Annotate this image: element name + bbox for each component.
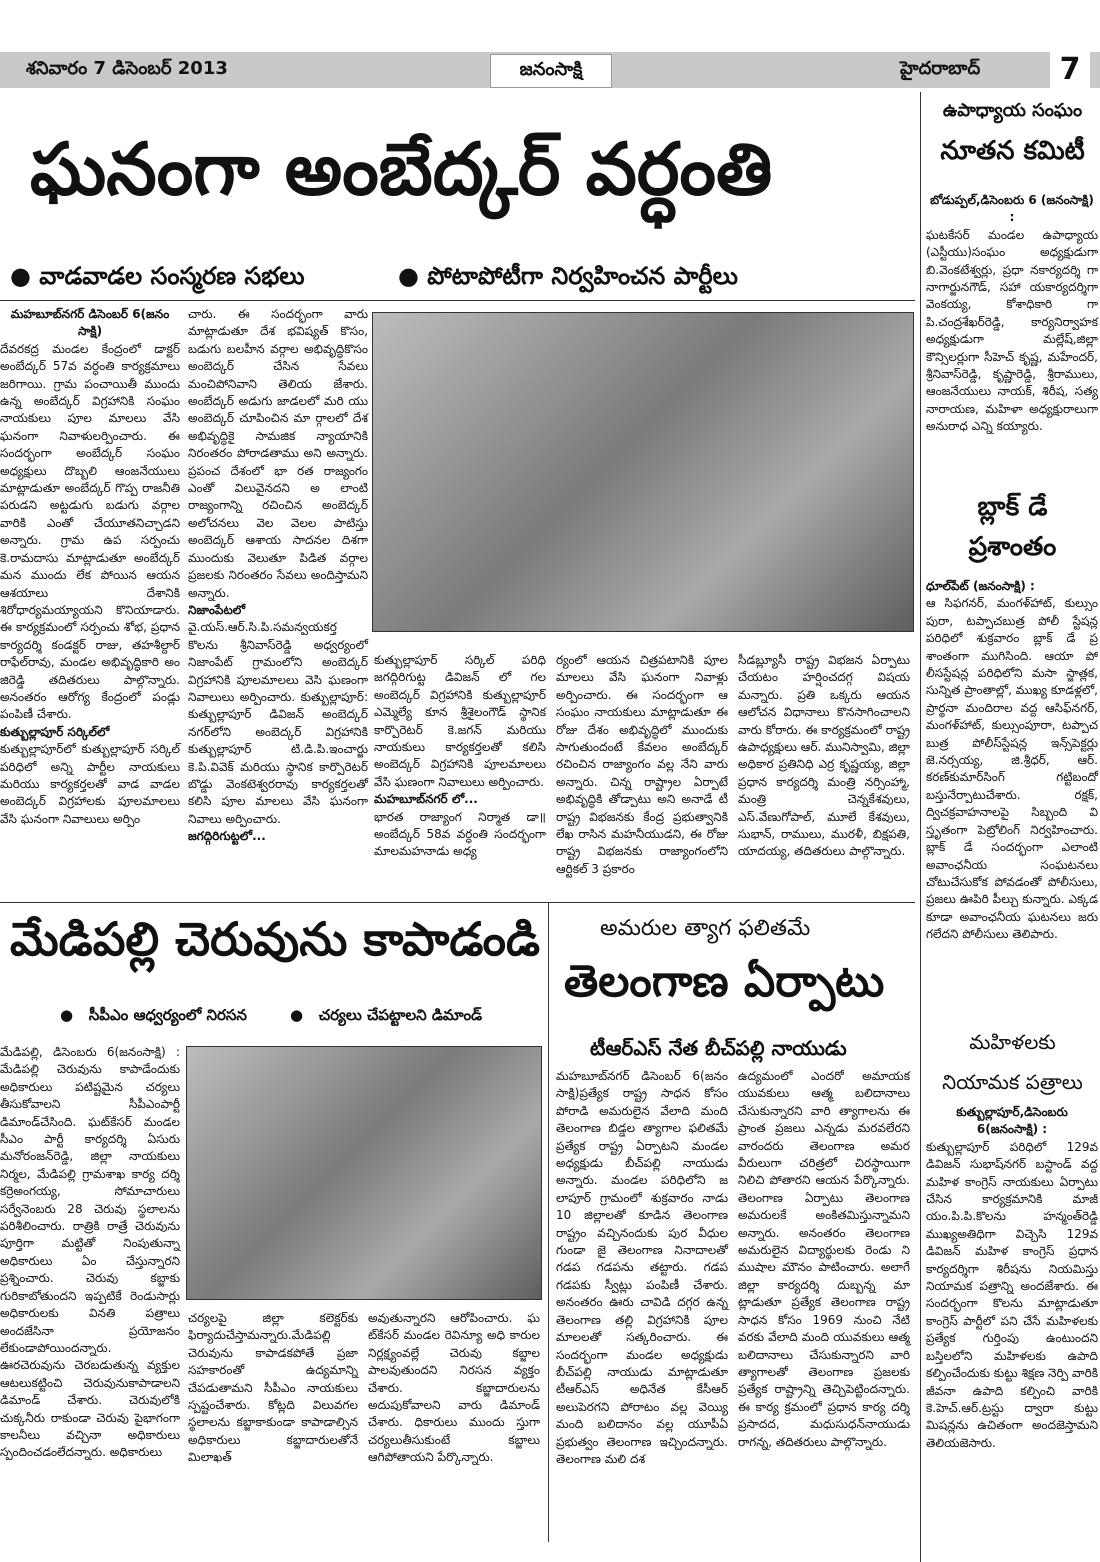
story2-column-1 [0,1044,180,1514]
dateline: మహబూబ్‌నగర్ డిసెంబర్ 6(జనం సాక్షి) [10,307,170,339]
side1-title-2: నూతన కమిటీ [940,136,1085,166]
subhead: నిజాంపేటలో [188,602,246,617]
paragraph: ఘటకేసర్ మండల ఉపాధ్యాయ (ఎస్టీయు)సంఘం అధ్యక్షుడుగా బి.వెంకటేశ్వర్లు, ప్రధా నకార్యదర్శి గా నాగార్జునగౌడ్, సహా యకార్యదర్శిగా వెంకయ్య, కోశాధికారి గా పి.చంద్రశేఖర్‌రెడ్డి, కార్యనిర్వాహక అధ్యక్షుడుగా మల్లేష్,జిల్లా కౌన్సిలర్లుగా సీహెచ్ కృష్ణ, మహేందర్, శ్రీనివాస్‌రెడ్డి, కృష్ణారెడ్డి, శ్రీరాములు, ఆంజనేయులు నాయక్, శిరీష, సత్య నారాయణ, మహిళా అధ్యక్షురాలుగా అనురాధ ఎన్ని కయ్యారు. [926,227,1098,434]
story3-column-2 [738,1068,910,1548]
story-divider [548,902,549,1542]
story3-column-1 [556,1068,728,1548]
sidebar-divider [920,92,921,1562]
paragraph: అవుతున్నారని ఆరోపించారు. ఘ ట్‌కేసర్ మండల రెవిన్యూ అధి కారుల నిర్లక్ష్యంవల్లే చెరువు కబ్జాల పాలవుతుందని నిరసన వ్యక్తం చేశారు. కబ్జాదారులను అదుపుకోవాలని వారు డిమాండ్ చేశారు. ధికారులు ముందు స్తుగా చర్యలుతీసుకుంటే కబ్జాలు ఆగిపోతాయని పేర్కొన్నారు. [368,1311,540,1465]
side3-title-2: నియామక పత్రాలు [942,1070,1083,1094]
masthead-logo [490,54,612,88]
paragraph: మహబూబ్‌నగర్ డిసెంబర్ 6(జనం సాక్షి)ప్రత్యేక రాష్ట్ర సాధన కోసం పోరాడి అమరులైన వేలాది మంది తెలంగాణ బిడ్డల త్యాగాల ఫలితమే ప్రత్యేక రాష్ట్ర ఏర్పాటని మండల అధ్యక్షుడు బీచ్‌పల్లి నాయుడు అన్నారు. మండల పరిధిలోని జ లాపూర్ గ్రామంలో శుక్రవారం నాడు 10 జిల్లాలతో కూడిన తెలంగాణ రాష్ట్రం వచ్చినందుకు పుర వీధుల గుండా జై తెలంగాణ నినాదాలతో గడప గడపను తట్టారు. గడప గడపకు స్వీట్లు పంపిణీ చేశారు. అనంతరం ఊరు చావిడి దగ్గర ఉన్న తెలంగాణ తల్లి విగ్రహానికి పూల మాలలతో సత్కరించారు. ఈ సందర్భంగా మండల అధ్యక్షుడు బీచ్‌పల్లి నాయుడు మాట్లాడుతూ టీఆర్ఎస్ అధినేత కేసీఆర్ అలుపెరగని పోరాటం వల్ల వెయ్యి మంది బలిదానం వల్ల యూపీఏ ప్రభుత్వం తెలంగాణ ఇచ్చిందన్నారు. తెలంగాణ మలి దశ [556,1069,728,1466]
paragraph: ఉద్యమంలో ఎందరో అమాయక యువకులు ఆత్మ బలిదానాలు చేసుకున్నారని వారి త్యాగాలను ఈ ప్రాంత ప్రజలు ఎన్నడు మరవలేరని వారందరు తెలంగాణ అమర వీరులుగా చరిత్రలో చిరస్థాయిగా నిలిచి పోతారని ఆయన పేర్కొన్నారు. తెలంగాణ ఏర్పాటు తెలంగాణ అమరులకే అంకితమిస్తున్నామని అన్నారు. అనంతరం తెలంగాణ అమరులైన విద్యార్థులకు రెండు ని ముషాల మౌనం పాటించారు. అలాగే జిల్లా కార్యదర్శి దుబ్బన్న మా ట్లాడుతూ ప్రత్యేక తెలంగాణ రాష్ట్ర సాధన కోసం 1969 నుంచి నేటి వరకు వేలాది మంది యువకులు ఆత్మ బలిదానాలు చేసుకున్నారని వారి త్యాగాలతో తెలంగాణ ప్రజలకు ప్రత్యేక రాష్ట్రాన్ని తెచ్చిపెట్టిందన్నారు. ఈ కార్య క్రమంలో ప్రధాన కార్య దర్శి ప్రసాదద, మధుసుధన్‌నాయుడు రాగన్న, తదితరులు పాల్గొన్నారు. [738,1069,910,1449]
story1-column-5 [738,652,910,890]
side2-title-1: బ్లాక్ డే [977,492,1048,522]
subhead: కుత్బుల్లాపూర్ సర్కిల్‌లో [0,724,110,739]
story1-column-1 [0,306,180,886]
story2-headline: మేడిపల్లి చెరువును కాపాడండి [10,912,541,966]
main-subheadline-1: ● వాడవాడల సంస్మరణ సభలు [10,262,305,290]
side1-body [926,192,1098,434]
ambedkar-statue-photo [372,312,914,632]
main-subheadline-2: ● పోటాపోటీగా నిర్వహించన పార్టీలు [398,262,738,290]
paragraph: సీడబ్ల్యూసీ రాష్ట్ర విభజన ఏర్పాటు చేయటం హర్షించదగ్గ విషయ మన్నారు. ప్రతి ఒక్కరు ఆయన ఆలోచన విధానాలు కొనసాగించాలని వారు కోరారు. ఈ కార్యక్రమంలో రాష్ట్ర ఉపాధ్యక్షులు ఆర్. మునిస్వామి, జిల్లా అధికార ప్రతినిధి ఎర్ర కృష్ణయ్య, జిల్లా ప్రధాన కార్యదర్శి మంత్రి నర్సింహ్మా, మంత్రి చెన్నకేశవులు, ఎస్.వేణుగోపాల్, మూలే కేశవులు, సుభాన్, రాములు, మురళీ, బిక్షపతి, యాదయ్య, తదితరులు పాల్గొన్నారు. [738,653,910,859]
sub2-text: పోటాపోటీగా నిర్వహించన పార్టీలు [427,262,738,290]
paragraph: కుత్బుల్లాపూర్ పరిధిలో 129వ డివిజన్ సుభాష్‌నగర్ బస్టాండ్ వద్ద మహిళ కాంగ్రెస్ నాయకులు ఏర్పాటు చేసిన కార్యక్రమానికి మాజీ యం.పి.పి.కొలను హన్మంత్‌రెడ్డి ముఖ్యఅతిధిగా విచ్చెసి 129వ డివిజన్ మహిళ కాంగ్రెస్ ప్రధాన కార్యదర్శిగా శిరీషను నియమిస్తు నియామక పత్రాన్ని అందజేశారు. ఈ సందర్భంగా కొలను మాట్లాడుతూ కాంగ్రెస్ పార్టీలో పని చేసే మహిళలకు ప్రత్యేక గుర్తింపు ఉంటుందని బస్తిలలోని మహిళలకు ఉపాది కల్పించేందుకు కుట్టు శిక్షణ నెర్పి వారికి జీవనా ఉపాది కల్పించి వారికి కె.హెచ్.ఆర్.ట్రస్టు ద్వారా కుట్టు మిషన్లను ఉచితంగా అందజెస్తామని తెలియజెసారు. [926,1139,1098,1450]
side2-title-2: ప్రశాంతం [968,532,1057,562]
story1-column-3 [374,652,546,890]
paragraph: ఆ సిఫగనర్, మంగళ్‌హాట్, కుల్సుం పురా, టప్పాచబుత్ర పోలీ స్టేషన్ల పరిధిలో శుక్రవారం బ్లాక్ డే ప్ర శాంతంగా ముగిసింది. ఆయా పో లీసస్టేషన్ల పరిధిలోని మసా స్జాత్లక, సున్నిత ప్రాంతాల్లో, ముఖ్య కూడళ్లలో, ప్రార్థనా మందిరాల వద్ద ఆసిఫ్‌నగర్, మంగళ్‌హాట్, కుల్సుంపూరా, టప్పాచ బుత్ర పోలీస్‌స్టేషన్ల ఇన్స్‌పెక్టర్లు జె.నర్సయ్య, జి.శ్రీధర్, ఆర్. కరణ్‌కుమార్‌సింగ్ గట్టిబందో బస్తునేర్పాటుచేశారు. రక్షక్, ద్విచక్రవాహనాలపై సిబ్బంది వి స్తృతంగా పెట్రోలింగ్ నిర్వహించారు. బ్లాక్ డే సందర్భంగా ఎలాంటి అవాంఛనీయ సంఘటనలు చోటుచేసుకోక పోవడంతో పోలీసులు, ప్రజలు ఊపిరి పీల్చు కున్నారు. ఎక్కడ కూడా అవాంఛనీయ ఘటనలు జరు గలేదని పోలీసులు తెలిపారు. [926,596,1098,942]
story2-subheadline-2: ● చర్యలు చేపట్టాలని డిమాండ్ [290,1006,483,1024]
story2-subheadline-1: ● సీపీఎం ఆధ్వర్యంలో నిరసన [60,1006,247,1024]
paragraph: చారు. ఈ సందర్భంగా వారు మాట్లాడుతూ దేశ భవిష్యత్ కొసం, బడుగు బలహీన వర్గాల అభివృద్ధికొసం అంబెద్కర్ చేసిన సేవలు మంచిపోనివాని తెలియ జేశారు. అంబేద్కర్ అడుగు జాడలలో మరి యు అంబెద్కర్ చూపించిన మా ర్గాలలో దేశ అభివృద్ధికై సామజిక న్యాయానికి నిరంతరం పోరాడతాము అని అన్నారు. ప్రపంచ దేశంలో భా రత రాజ్యంగం ఎంతో విలువైనదని అ లాంటి రాజ్యంగాన్ని రచించిన అంబెద్కర్ అలోచనలు వెల వెలల పాటిస్తు అంబెద్కర్ ఆశాయ సాదనల దిశగా ముందుకు వెలుతూ పిడిత వర్గాల ప్రజలకు నిరంతరం సేవలు అందిస్తామని అన్నారు. [188,307,368,600]
sub-text: సీపీఎం ఆధ్వర్యంలో నిరసన [88,1006,247,1024]
divider [0,902,915,903]
paragraph: మేడిపల్లి, డిసెంబరు 6(జనంసాక్షి) : మేడిపల్లి చెరువును కాపాడేందుకు అధికారులు పటిష్టమైన చర్యలు తీసుకోవాలని సీపీఎంపార్టీ డిమాండ్‌చేసింది. ఘట్‌కేసర్ మండల సీఎం పార్టీ కార్యదర్శి ఏసురు మనోరంజన్‌రెడ్డి, జిల్లా నాయకులు నిర్మల, మేడిపల్లి గ్రామశాఖ కార్య దర్శి కర్రెఅంగయ్య, సోమాచారులు సర్వేనెంబరు 28 చెరువు స్థలాలను పరిశీలించారు. రాత్రికి రాత్రే చెరువును పూర్తిగా మట్టితో నింపుతున్నా అధికారులు ఏం చేస్తున్నారని ప్రశ్నించారు. చెరువు కబ్జాకు గురికాబోతుందని ఇప్పటికే రెండుసార్లు అధికారులకు వినతి పత్రాలు అందజేసినా ప్రయోజనం లేకుండాపోయిందన్నారు. ఊరచెరువును చెరబడుతున్న వ్యక్తుల ఆటలుకట్టించి చెరువునుకాపాడాలని డిమాండ్ చేశారు. చెరువులోకి చుక్కనీరు రాకుండా చెరువు పైభాగంగా కాలనీలు వచ్చినా అధికారులు స్పందించడంలేదన్నారు. అధికారులు [0,1045,180,1460]
subhead: మహబూబ్‌నగర్ లో... [374,792,478,807]
issue-date: శనివారం 7 డిసెంబర్ 2013 [26,58,228,79]
side3-title-1: మహిళలకు [969,1030,1056,1054]
lake-inspection-photo [186,1046,542,1300]
sub1-text: వాడవాడల సంస్మరణ సభలు [39,262,305,290]
story3-subheadline: టీఆర్ఎస్ నేత బీచ్‌పల్లి నాయుడు [590,1036,847,1060]
subhead: జగద్గిరిగుట్టలో... [188,829,266,844]
paragraph: కుత్బుల్లాపూర్ సర్కిల్ పరిధి జగద్గిరిగుట్ట డివిజన్ లో గల అంబెద్కర్ విగ్రహానికి కుత్బుల్లాపూర్ ఎమ్మెల్యే కూన శ్రీశైలంగౌడ్ స్థానిక కార్పొరెటర్ కె.జగన్ మరియు నాయకులు కార్యకర్తలతో కలిసి అంబెద్కర్ విగ్రహానికి పూలమాలలు వేసి ఘణంగా నివాలులు అర్పించారు. [374,653,546,789]
main-headline: ఘనంగా అంబేద్కర్ వర్ధంతి [30,127,773,211]
side1-title-1: ఉపాధ్యాయ సంఘం [942,100,1083,121]
paragraph: ర్యంలో ఆయన చిత్రపటానికి పూల మాలలు వేసి ఘనంగా నివాళ్లు అర్పించారు. ఈ సందర్భంగా ఆ సంఘం నాయకులు మాట్లాడుతూ ఈ రోజు దేశం అభివృద్ధిలో ముందుకు సాగుతుందంటే కేవలం అంబేద్కర్ రచించిన రాజ్యాంగం వల్ల నేని వారు అన్నారు. చిన్న రాష్ట్రాల ఏర్పాటే అభివృద్ధికి తోడ్పాటు అని అనాడే టీ రాష్ట్ర విభజనకు కేంద్ర ప్రభుత్వానికి లేఖ రాసిన మహనీయుడని, ఈ రోజు రాష్ట్ర విభజనకు రాజ్యాంగంలోని ఆర్టికల్ 3 ప్రకారం [556,653,728,876]
story2-column-3 [368,1310,540,1516]
dateline: బోడుప్పల్,డిసెంబరు 6 (జనంసాక్షి) : [930,193,1094,225]
paragraph: దేవరకద్ర మండల కేంద్రంలో డాక్టర్ అంబేద్కర్ 57వ వర్ధంతి కార్యక్రమాలు జరిగాయి. గ్రామ పంచాయితీ ముందు ఉన్న అంబేద్కర్ విగ్రహానికి సంఘం నాయకులు పూల మాలలు వేసి ఘనంగా నివాళులర్పించారు. ఈ సందర్భంగా అంబేద్కర్ సంఘం అధ్యక్షులు దొబ్బలి ఆంజనేయులు మాట్లాడుతూ అంబేద్కర్ గొప్ప రాజనీతి పరుడని అట్టడుగు బడుగు వర్గాల వారికి ఎంతో చేయూతనిచ్చాడని అన్నారు. గ్రామ ఉప సర్పంచు కె.రామదాసు మాట్లాడుతూ అంబేద్కర్ మన ముందు లేక పోయిన ఆయన ఆశయాలు దేశానికి శిరోధార్యమయ్యాయని కొనియాడారు. ఈ కార్యక్రమంలో సర్పంచు శోభ, ప్రధాన కార్యదర్శి కండక్టర్ రాజు, తహశీల్దార్ రాఫేల్‌రావు, మండల అభివృద్ధికారి అం జిరెడ్డి తదితరులు పాల్గొన్నారు. అనంతరం ఆరోగ్య కేంద్రంలో పండ్లు పంపిణీ చేశారు. [0,341,180,722]
paragraph: వై.యస్.ఆర్.సి.పి.సమన్వయకర్త కొలను శ్రీనివాస్‌రెడ్డి అధ్వర్యంలో నిజాంపేట్ గ్రామంలోని అంబెద్కర్ విగ్రహానికి పూలమాలలు వెసి ఘణంగా నివాలులు అర్పించారు. కుత్బుల్లాపూర్: కుత్బుల్లాపూర్ డివిజన్ అంబెద్కర్ నగర్‌లోని అంబెద్కర్ విగ్రహానికి కుత్బుల్లాపూర్ టి.డి.పి.ఇంచార్జు కె.పి.వివెక్ మరియు స్థానిక కార్పొరెటర్ బొడ్డు వెంకటెశ్వరరావు కార్యకర్తలతో కలిసి పూల మాలలు వేసి ఘనంగా నివాలు అర్పించారు. [188,620,368,826]
story1-column-4 [556,652,728,890]
paragraph: భారత రాజ్యాంగ నిర్మాత డా॥అంబేద్కర్ 58వ వర్ధంతి సందర్భంగా మాలమహనాడు అధ్య [374,809,546,859]
story2-column-2 [188,1310,358,1516]
side3-body [926,1104,1098,1524]
edition-city: హైదరాబాద్ [900,58,981,79]
logo-text: జనంసాక్షి [519,58,583,80]
story3-headline: తెలంగాణ ఏర్పాటు [564,956,885,1007]
story3-kicker: అమరుల త్యాగ ఫలితమే [600,916,811,941]
divider [0,300,915,301]
story1-column-2 [188,306,368,896]
side2-body [926,578,1098,1016]
dateline: ధూల్‌పేట్ (జనంసాక్షి) : [926,579,1035,593]
dateline: కుత్బుల్లాపూర్,డిసెంబరు 6(జనంసాక్షి) : [956,1105,1068,1137]
paragraph: కుత్బుల్లాపూర్‌లో కుత్బుల్లాపూర్ సర్కిల్ పరిధిలో అన్ని పార్టీల నాయకులు మరియు కార్యకర్తలతో వాడ వాడల అంబెద్కర్ విగ్రహాలకు పూలమాలలు వేసి ఘనంగా నివాలులు అర్పిం [0,742,180,826]
paragraph: చర్యలపై జిల్లా కలెక్టర్‌కు ఫిర్యాదుచేస్తామన్నారు.మేడిపల్లి చెరువును కాపాడకపోతే ప్రజా సహకారంతో ఉద్యమాన్ని చేపడుతామని సీపీఎం నాయకులు స్పష్టంచేశారు. కోట్లది విలువగల స్థలాలను కబ్జాకాకుండా కాపాడాల్సిన అధికారులు కబ్జాదారులతోనే మిలాఖత్ [188,1311,358,1465]
sub-text: చర్యలు చేపట్టాలని డిమాండ్ [318,1006,483,1024]
page-number: 7 [1050,52,1090,88]
